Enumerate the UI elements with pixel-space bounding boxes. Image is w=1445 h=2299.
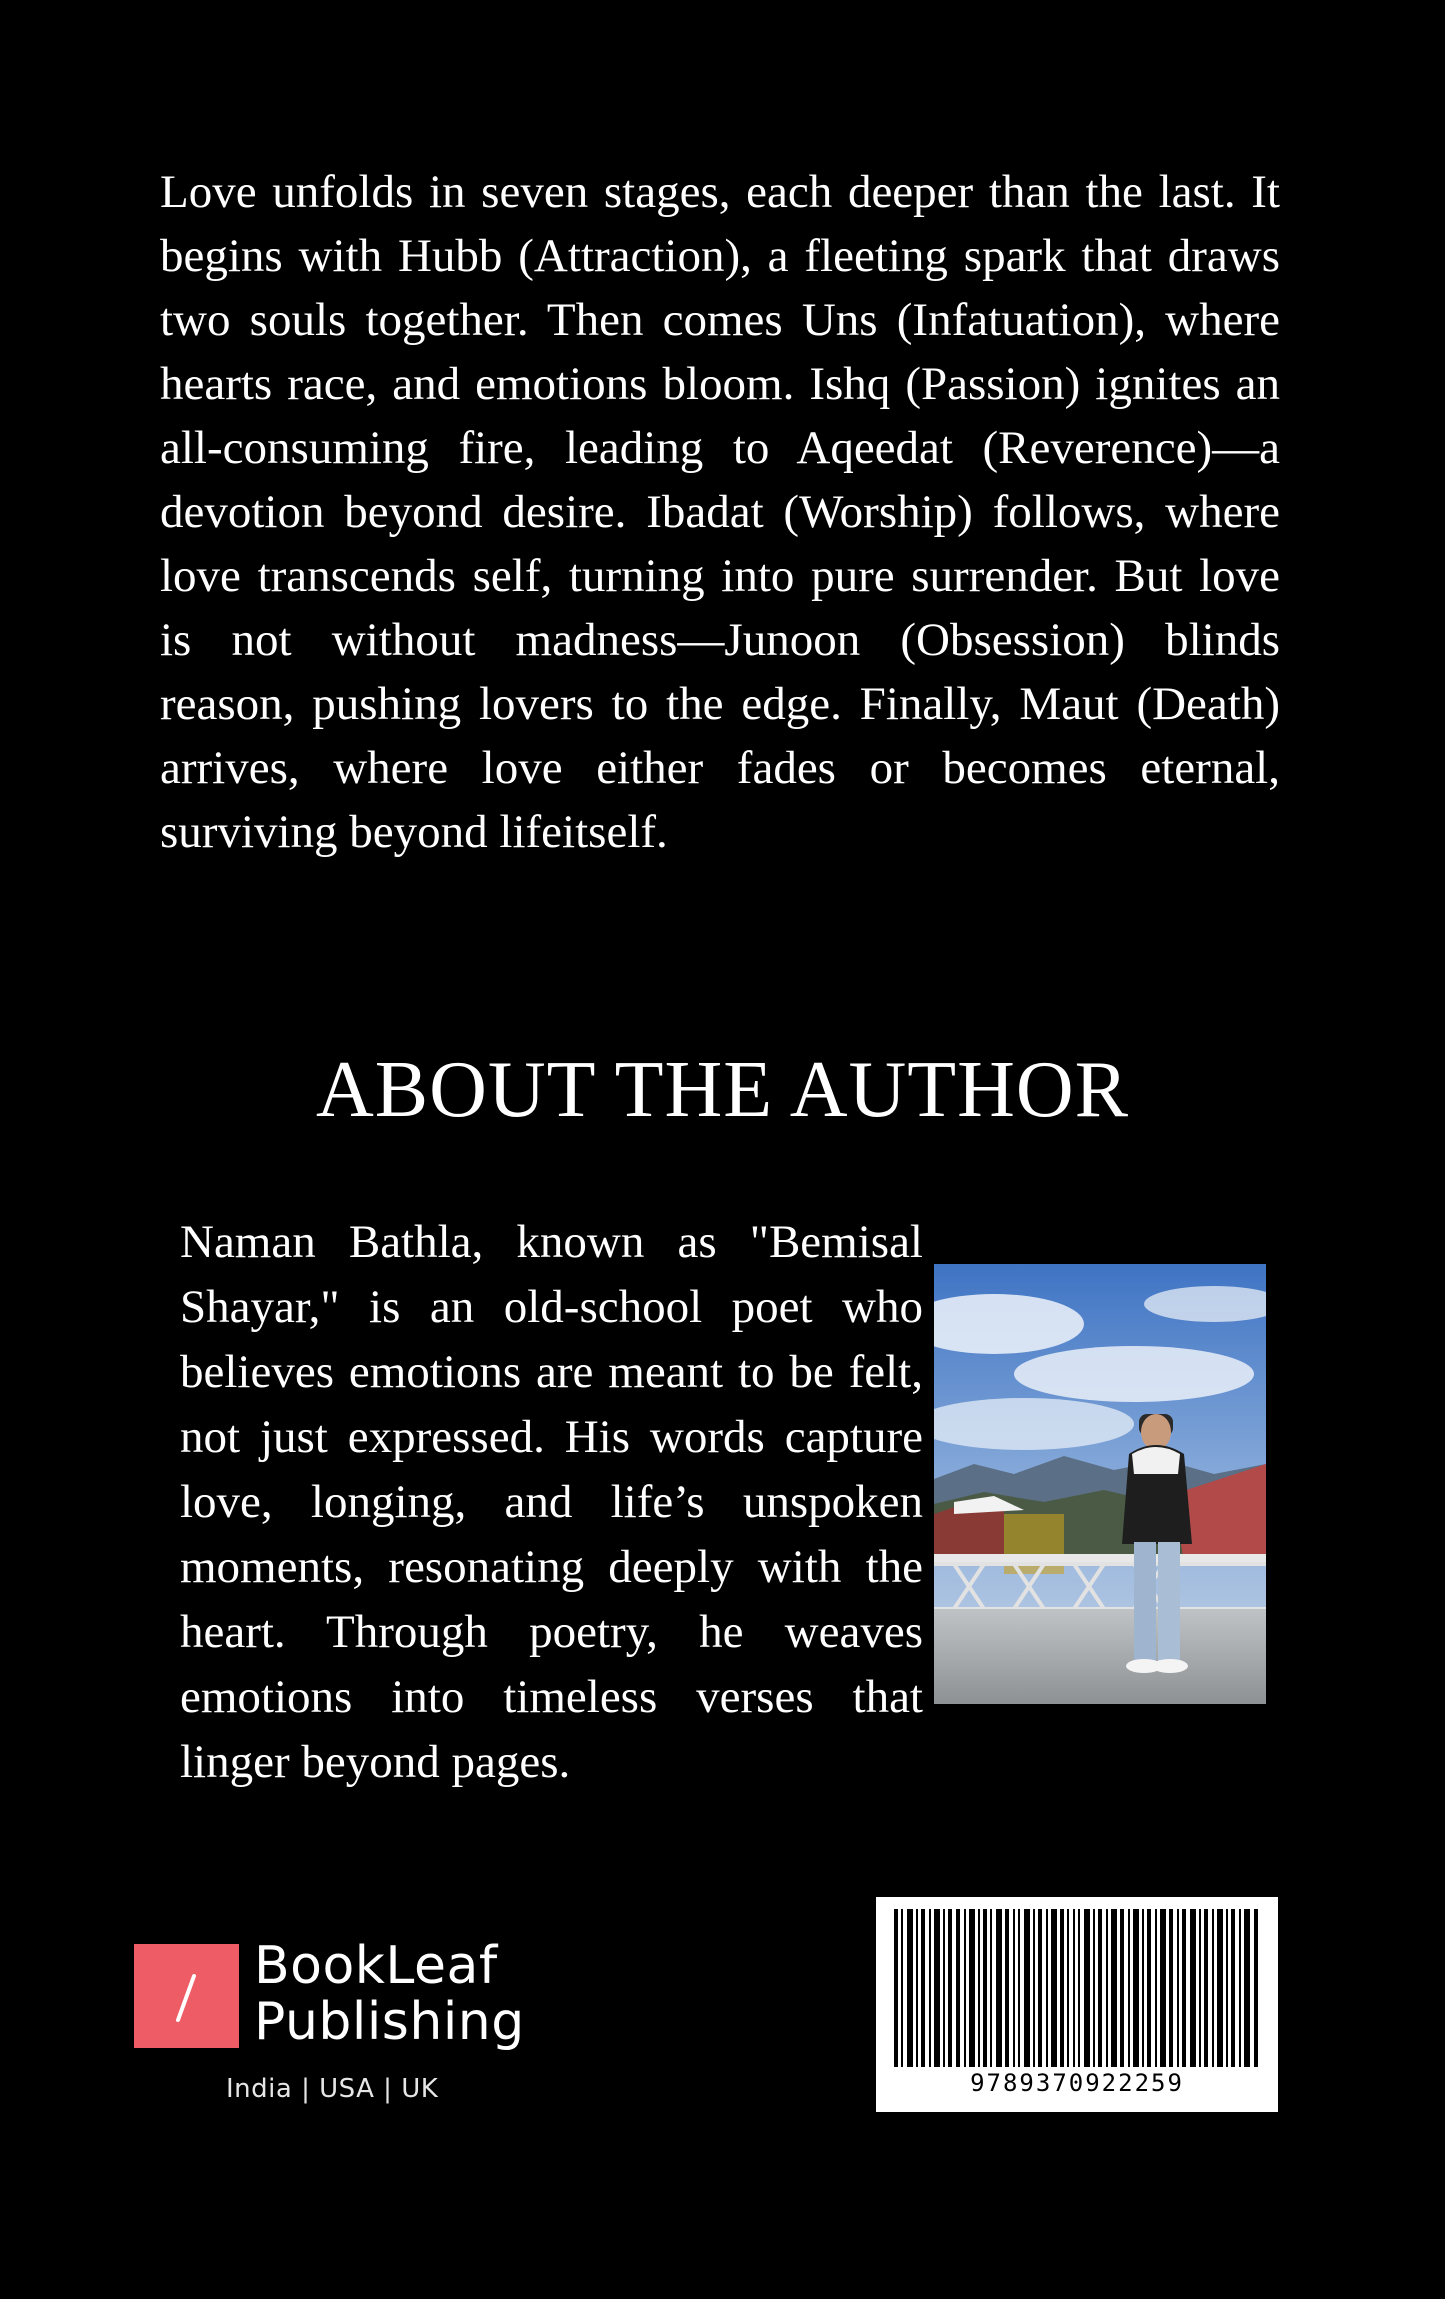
publisher-name-line1: BookLeaf (254, 1936, 498, 1996)
author-photo (934, 1264, 1266, 1704)
publisher-regions: India | USA | UK (226, 2074, 439, 2104)
publisher-name (254, 1938, 525, 2050)
author-bio: Naman Bathla, known as "Bemisal Shayar," is an old-school poet who believes emotions are meant to be felt, not just expressed. His words capture love, longing, and life’s unspoken moments, resonating deeply with the heart. Through poetry, he weaves emotions into timeless verses that linger beyond pages. (180, 1216, 923, 1788)
publisher-name-line2: Publishing (254, 1992, 525, 2052)
isbn-barcode (876, 1897, 1278, 2112)
publisher-logo (134, 1936, 554, 2114)
about-author-heading: ABOUT THE AUTHOR (315, 1046, 1130, 1134)
publisher-mark-icon (134, 1944, 239, 2048)
book-blurb: Love unfolds in seven stages, each deeper than the last. It begins with Hubb (Attraction), a fleeting spark that draws two souls together. Then comes Uns (Infatuation), where hearts race, and emotions bloom. Ishq (Passion) ignites an all-consuming fire, leading to Aqeedat (Reverence)—a devotion beyond desire. Ibadat (Worship) follows, where love transcends self, turning into pure surrender. But love is not without madness—Junoon (Obsession) blinds reason, pushing lovers to the edge. Finally, Maut (Death) arrives, where love either fades or becomes eternal, surviving beyond lifeitself. (160, 166, 1280, 858)
isbn-number: 9789370922259 (970, 2069, 1184, 2097)
